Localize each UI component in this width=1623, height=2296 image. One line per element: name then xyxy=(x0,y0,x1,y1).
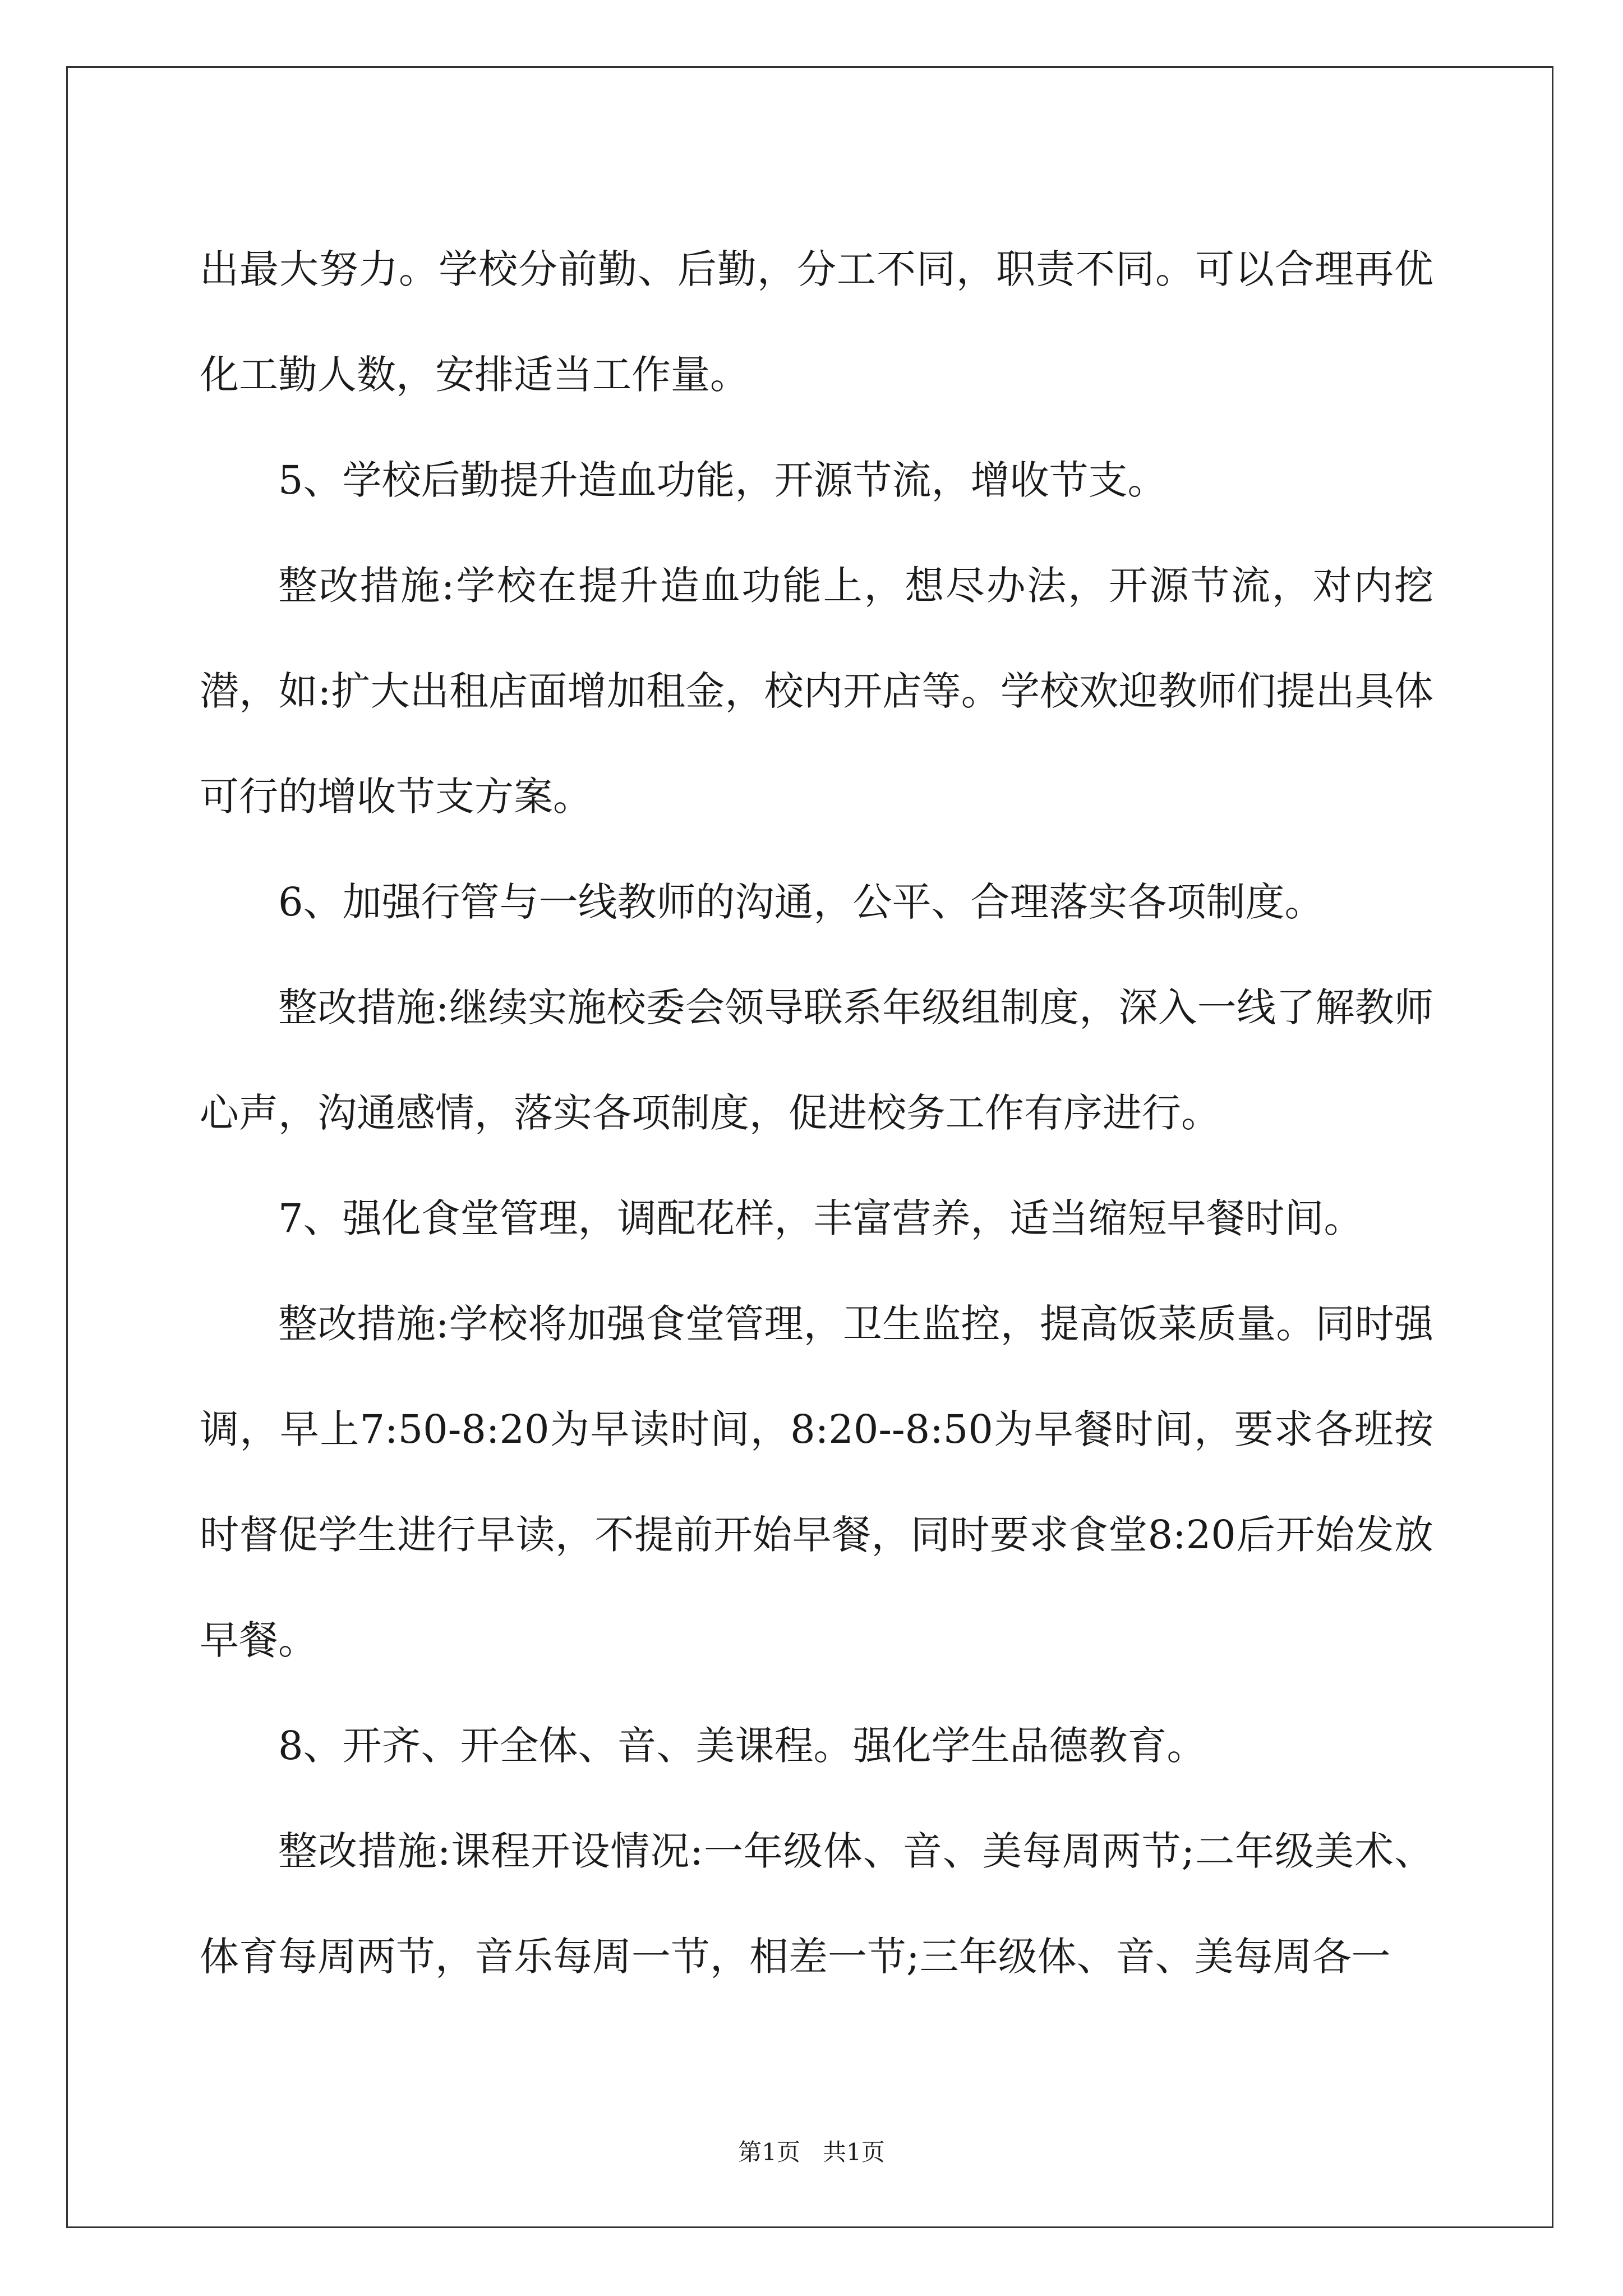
page-number-total: 共1页 xyxy=(823,2138,885,2166)
paragraph-3: 整改措施:学校在提升造血功能上，想尽办法，开源节流，对内挖潜，如:扩大出租店面增加租金，校内开店等。学校欢迎教师们提出具体可行的增收节支方案。 xyxy=(200,563,1433,820)
page-number-current: 第1页 xyxy=(738,2138,800,2166)
paragraph-7: 整改措施:学校将加强食堂管理，卫生监控，提高饭菜质量。同时强调，早上7:50-8:20为早读时间，8:20--8:50为早餐时间，要求各班按时督促学生进行早读，不提前开始早餐，同时要求食堂8:20后开始发放早餐。 xyxy=(200,1301,1433,1663)
paragraph-5: 整改措施:继续实施校委会领导联系年级组制度，深入一线了解教师心声，沟通感情，落实各项制度，促进校务工作有序进行。 xyxy=(200,984,1433,1136)
paragraph-1: 出最大努力。学校分前勤、后勤，分工不同，职责不同。可以合理再优化工勤人数，安排适当工作量。 xyxy=(200,246,1433,398)
paragraph-4: 6、加强行管与一线教师的沟通，公平、合理落实各项制度。 xyxy=(278,879,1324,925)
page-footer xyxy=(0,2134,1623,2168)
document-body xyxy=(200,217,1433,2009)
paragraph-6: 7、强化食堂管理，调配花样，丰富营养，适当缩短早餐时间。 xyxy=(278,1195,1363,1241)
paragraph-8: 8、开齐、开全体、音、美课程。强化学生品德教育。 xyxy=(278,1723,1206,1769)
paragraph-2: 5、学校后勤提升造血功能，开源节流，增收节支。 xyxy=(278,457,1167,503)
paragraph-9: 整改措施:课程开设情况:一年级体、音、美每周两节;二年级美术、体育每周两节，音乐每周一节，相差一节;三年级体、音、美每周各一 xyxy=(200,1828,1433,1980)
